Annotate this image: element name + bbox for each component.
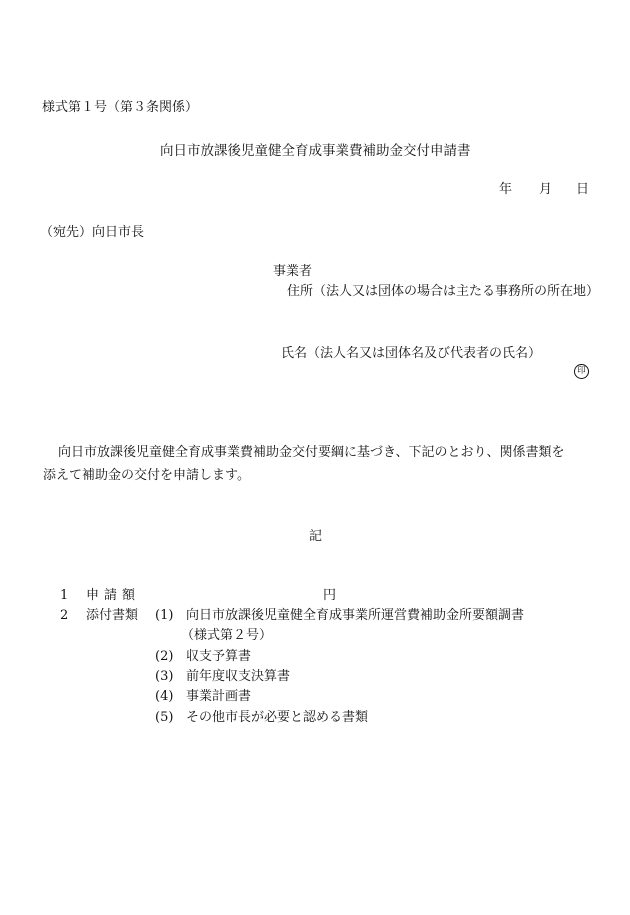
- form-number: 様式第１号（第３条関係）: [42, 100, 199, 115]
- item-number: 2: [60, 608, 69, 623]
- attachment-number: (2): [155, 649, 174, 664]
- item-label-amount: 申請額: [86, 588, 141, 603]
- item-label-attachments: 添付書類: [86, 608, 139, 623]
- name-label: 氏名（法人名又は団体名及び代表者の氏名）: [281, 346, 542, 361]
- seal-mark: 印: [574, 364, 589, 379]
- document-title: 向日市放課後児童健全育成事業費補助金交付申請書: [160, 143, 471, 159]
- attachment-text: 前年度収支決算書: [186, 669, 291, 684]
- attachment-subtext: （様式第２号）: [181, 628, 273, 643]
- address-label: 住所（法人又は団体の場合は主たる事務所の所在地）: [287, 284, 600, 299]
- applicant-label: 事業者: [273, 264, 313, 279]
- attachment-text: 事業計画書: [186, 689, 252, 704]
- attachment-number: (5): [155, 710, 174, 725]
- amount-unit: 円: [323, 588, 337, 603]
- body-line: 添えて補助金の交付を申請します。: [43, 468, 250, 483]
- date-year-label: 年: [499, 182, 513, 197]
- attachment-text: その他市長が必要と認める書類: [186, 710, 369, 725]
- item-number: 1: [60, 588, 69, 603]
- addressee: （宛先）向日市長: [40, 225, 145, 240]
- attachment-text: 収支予算書: [186, 649, 252, 664]
- date-day-label: 日: [576, 182, 590, 197]
- date-month-label: 月: [539, 182, 553, 197]
- attachment-number: (4): [155, 689, 174, 704]
- record-heading: 記: [309, 529, 323, 544]
- attachment-number: (3): [155, 669, 174, 684]
- attachment-text: 向日市放課後児童健全育成事業所運営費補助金所要額調書: [186, 608, 525, 623]
- attachment-number: (1): [155, 608, 174, 623]
- body-line: 向日市放課後児童健全育成事業費補助金交付要綱に基づき、下記のとおり、関係書類を: [58, 445, 565, 460]
